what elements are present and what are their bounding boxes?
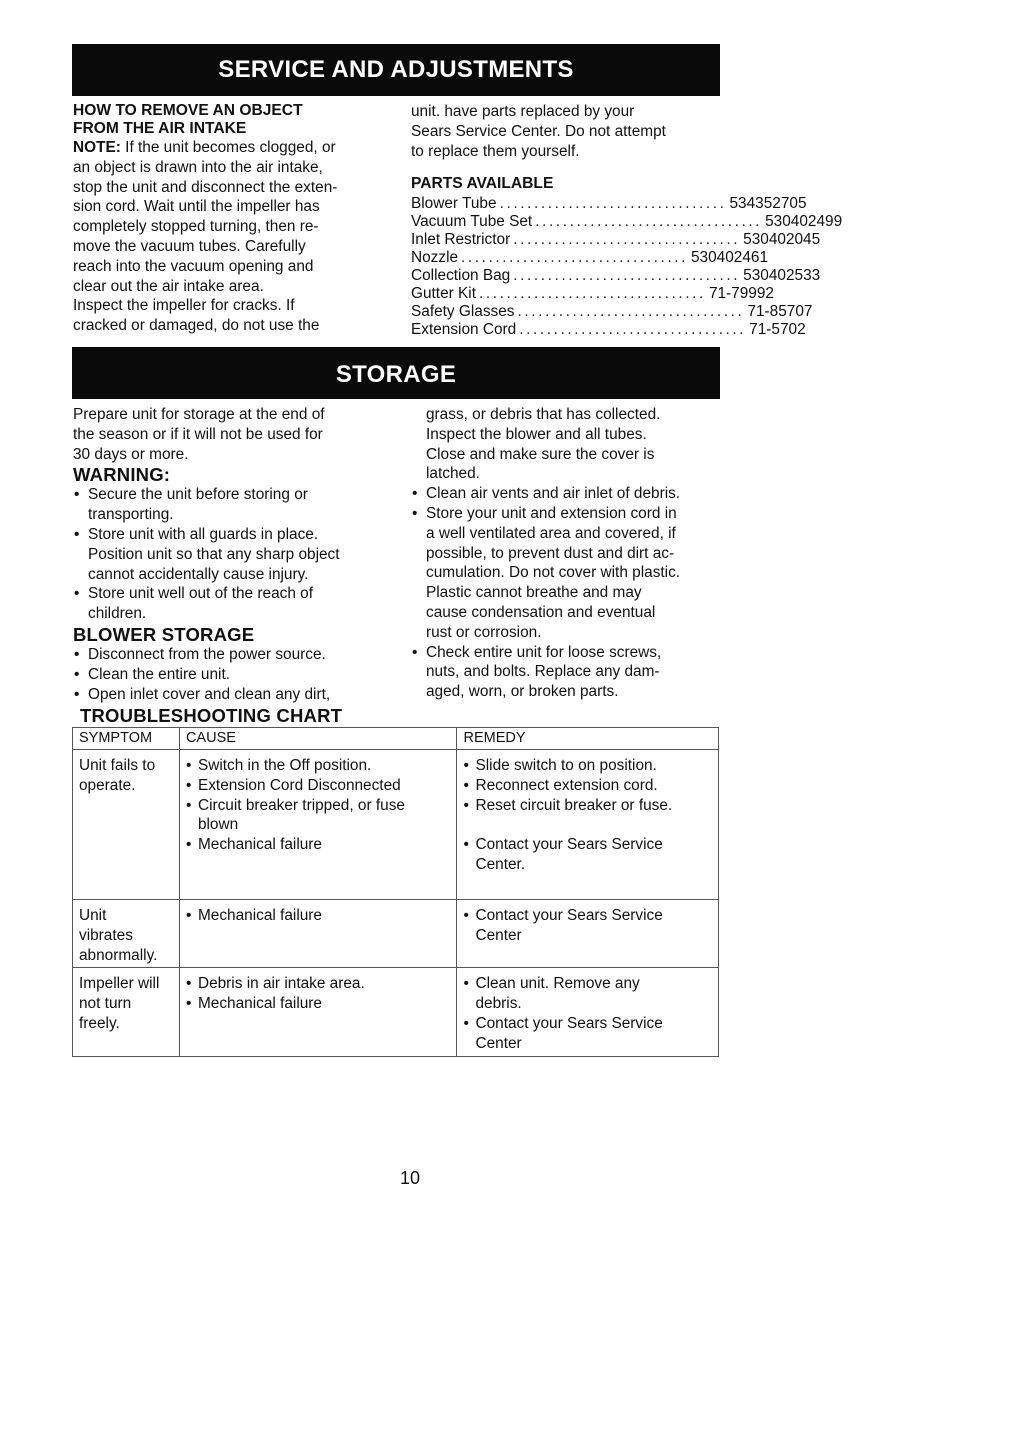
troubleshooting-table bbox=[72, 727, 719, 1057]
cause-item: • Circuit breaker tripped, or fuse blown bbox=[186, 796, 451, 836]
symptom-cell: Unit fails to operate. bbox=[73, 750, 180, 900]
cause-item: • Mechanical failure bbox=[186, 994, 451, 1014]
part-row: Gutter Kit ................................. 71-79992 bbox=[411, 285, 774, 303]
remedy-item: • Clean unit. Remove any debris. bbox=[463, 974, 712, 1014]
blower-storage-item: • Check entire unit for loose screws, nuts, and bolts. Replace any dam- aged, worn, or broken parts. bbox=[411, 643, 723, 702]
warning-list bbox=[73, 485, 408, 624]
remedy-item: • Contact your Sears Service Center bbox=[463, 906, 712, 946]
note-line-12: to replace them yourself. bbox=[411, 142, 580, 160]
remedy-cell bbox=[457, 900, 719, 968]
symptom-cell: Impeller will not turn freely. bbox=[73, 968, 180, 1056]
note-line-7: clear out the air intake area. bbox=[73, 277, 264, 295]
symptom-cell: Unit vibrates abnormally. bbox=[73, 900, 180, 968]
remedy-item: • Reset circuit breaker or fuse. bbox=[463, 796, 712, 816]
warning-item: • Store unit with all guards in place. Position unit so that any sharp object cannot accidentally cause injury. bbox=[73, 525, 408, 584]
storage-banner: STORAGE bbox=[72, 347, 720, 399]
remedy-cell bbox=[457, 968, 719, 1056]
note-line-11: Sears Service Center. Do not attempt bbox=[411, 122, 666, 140]
remedy-header: REMEDY bbox=[457, 728, 719, 750]
cause-item: • Extension Cord Disconnected bbox=[186, 776, 451, 796]
note-line-2: stop the unit and disconnect the exten- bbox=[73, 178, 338, 196]
cause-header: CAUSE bbox=[179, 728, 457, 750]
remedy-item: • Slide switch to on position. bbox=[463, 756, 712, 776]
blower-storage-item: • Open inlet cover and clean any dirt, bbox=[73, 685, 408, 705]
parts-available-heading: PARTS AVAILABLE bbox=[411, 175, 554, 193]
blower-storage-list-left bbox=[73, 645, 408, 704]
cause-cell bbox=[179, 750, 457, 900]
cause-cell bbox=[179, 900, 457, 968]
table-row bbox=[73, 900, 719, 968]
table-row bbox=[73, 968, 719, 1056]
warning-heading: WARNING: bbox=[73, 464, 171, 486]
blower-storage-item: • Clean air vents and air inlet of debris. bbox=[411, 484, 723, 504]
part-row: Safety Glasses ................................. 71-85707 bbox=[411, 303, 813, 321]
note-line-5: move the vacuum tubes. Carefully bbox=[73, 237, 306, 255]
note-label: NOTE: bbox=[73, 139, 121, 156]
note-line-1: an object is drawn into the air intake, bbox=[73, 158, 323, 176]
cause-item: • Mechanical failure bbox=[186, 906, 451, 926]
cause-item: • Debris in air intake area. bbox=[186, 974, 451, 994]
part-row: Inlet Restrictor ................................. 530402045 bbox=[411, 231, 821, 249]
blower-storage-item: • Disconnect from the power source. bbox=[73, 645, 408, 665]
storage-left-column bbox=[73, 405, 408, 704]
page-number: 10 bbox=[399, 1168, 421, 1188]
note-line-0: NOTE: If the unit becomes clogged, or bbox=[73, 139, 336, 156]
part-row: Nozzle ................................. 530402461 bbox=[411, 249, 769, 267]
part-row: Extension Cord ................................. 71-5702 bbox=[411, 321, 806, 339]
note-line-10: unit. have parts replaced by your bbox=[411, 103, 635, 120]
note-line-6: reach into the vacuum opening and bbox=[73, 257, 314, 275]
note-line-4: completely stopped turning, then re- bbox=[73, 218, 319, 236]
storage-right-column bbox=[411, 405, 723, 702]
storage-intro-line: 30 days or more. bbox=[73, 445, 189, 463]
remedy-item: • Reconnect extension cord. bbox=[463, 776, 712, 796]
blower-storage-continued: grass, or debris that has collected. Inspect the blower and all tubes. Close and make sure the cover is latched. bbox=[426, 406, 661, 483]
blower-storage-item: • Clean the entire unit. bbox=[73, 665, 408, 685]
service-right-column bbox=[411, 102, 843, 339]
service-banner: SERVICE AND ADJUSTMENTS bbox=[72, 44, 720, 96]
note-line-9: cracked or damaged, do not use the bbox=[73, 317, 320, 335]
remedy-item: • Contact your Sears Service Center bbox=[463, 1014, 712, 1054]
part-row: Vacuum Tube Set ................................. 530402499 bbox=[411, 213, 843, 231]
cause-item: • Switch in the Off position. bbox=[186, 756, 451, 776]
parts-list bbox=[411, 195, 843, 339]
remedy-cell bbox=[457, 750, 719, 900]
warning-item: • Secure the unit before storing or transporting. bbox=[73, 485, 408, 525]
part-row: Blower Tube ................................. 534352705 bbox=[411, 195, 807, 213]
remove-object-heading-line-2: FROM THE AIR INTAKE bbox=[73, 120, 247, 137]
blower-storage-heading: BLOWER STORAGE bbox=[73, 623, 255, 645]
table-header-row bbox=[73, 728, 719, 750]
cause-item: • Mechanical failure bbox=[186, 835, 451, 855]
table-row bbox=[73, 750, 719, 900]
symptom-header: SYMPTOM bbox=[73, 728, 180, 750]
blower-storage-item: • Store your unit and extension cord in a well ventilated area and covered, if possible, to prevent dust and dirt ac- cumulation. Do not cover with plastic. Plastic cannot breathe and may cause condensation and eventual rust or corrosion. bbox=[411, 504, 723, 643]
storage-intro-line: Prepare unit for storage at the end of bbox=[73, 406, 325, 423]
remedy-item: • Contact your Sears Service Center. bbox=[463, 835, 712, 875]
blower-storage-list-right bbox=[411, 484, 723, 702]
warning-item: • Store unit well out of the reach of children. bbox=[73, 584, 408, 624]
storage-intro-line: the season or if it will not be used for bbox=[73, 425, 323, 443]
note-line-8: Inspect the impeller for cracks. If bbox=[73, 297, 295, 315]
cause-cell bbox=[179, 968, 457, 1056]
remove-object-heading-line-1: HOW TO REMOVE AN OBJECT bbox=[73, 102, 303, 119]
note-line-3: sion cord. Wait until the impeller has bbox=[73, 198, 320, 216]
part-row: Collection Bag ................................. 530402533 bbox=[411, 267, 821, 285]
service-left-column bbox=[73, 102, 403, 336]
troubleshooting-title: TROUBLESHOOTING CHART bbox=[80, 705, 343, 726]
